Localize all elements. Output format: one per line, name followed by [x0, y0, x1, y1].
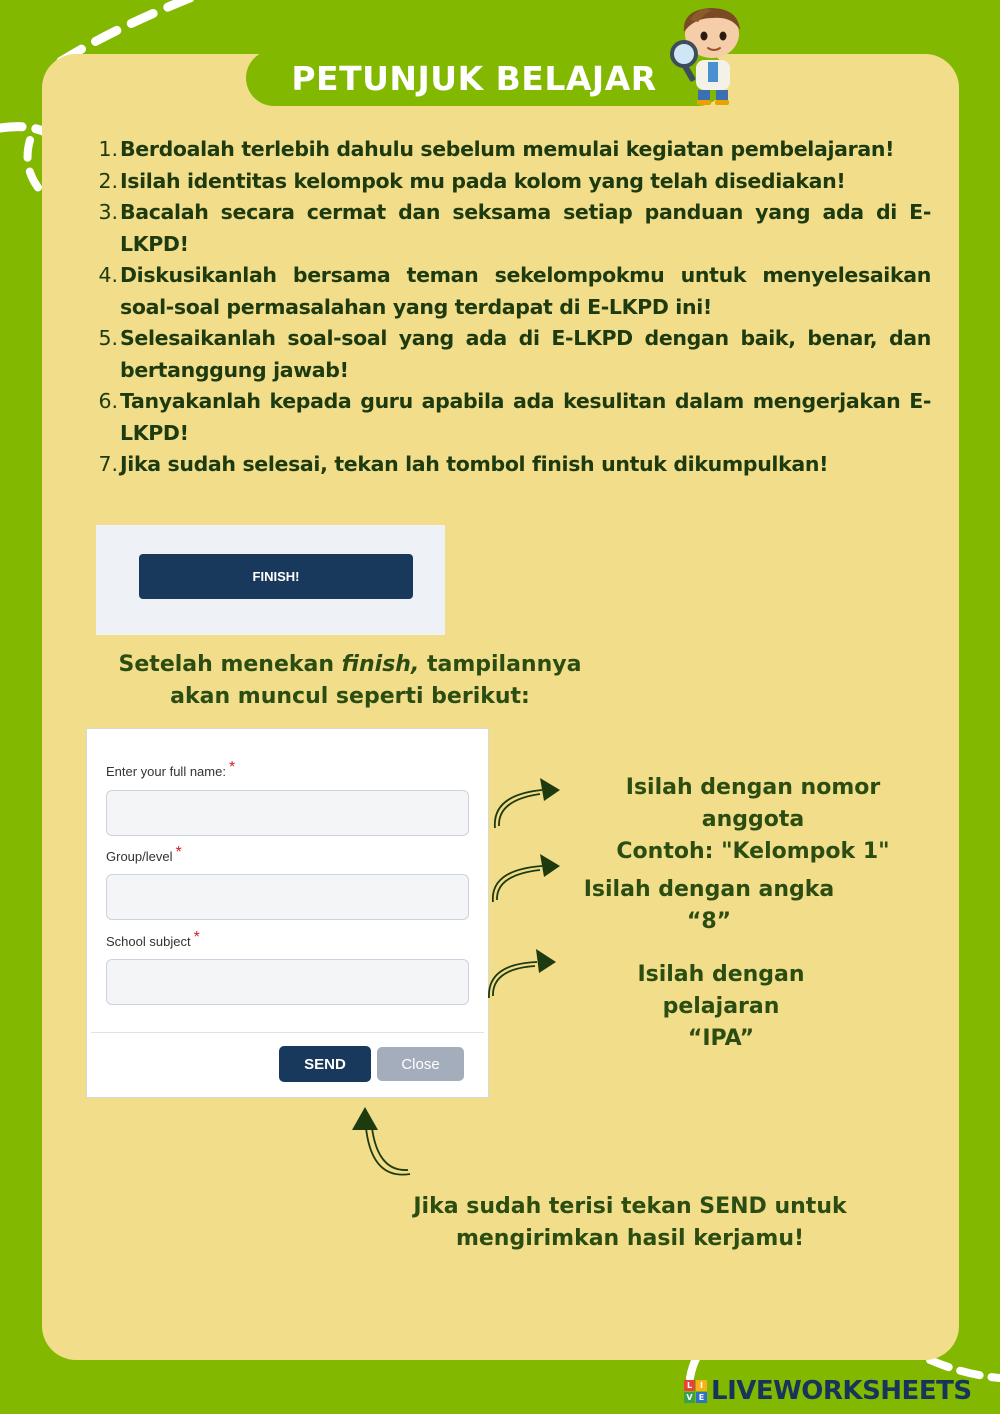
required-mark: * — [175, 844, 182, 861]
arrow-head-send-icon — [352, 1107, 378, 1130]
note-school-subject-line2: “IPA” — [687, 1026, 755, 1051]
instruction-text: Tanyakanlah kepada guru apabila ada kesulitan dalam mengerjakan E-LKPD! — [120, 389, 931, 445]
instruction-number: 7. — [98, 452, 118, 476]
finish-button[interactable]: FINISH! — [139, 554, 413, 599]
required-mark: * — [228, 759, 236, 776]
close-button[interactable]: Close — [377, 1047, 464, 1081]
caption-after: tampilannya akan muncul seperti berikut: — [170, 652, 582, 709]
instruction-number: 2. — [98, 168, 118, 193]
note-group-level — [560, 874, 858, 938]
instruction-text: Berdoalah terlebih dahulu sebelum memulai kegiatan pembelajaran! — [120, 137, 895, 161]
instruction-text: Jika sudah selesai, tekan lah tombol finish untuk dikumpulkan! — [120, 452, 829, 476]
send-button[interactable]: SEND — [279, 1046, 371, 1082]
page-title: PETUNJUK BELAJAR — [291, 58, 657, 98]
instruction-text: Diskusikanlah bersama teman sekelompokmu untuk menyelesaikan soal-soal permasalahan yang terdapat di E-LKPD ini! — [120, 263, 931, 319]
note-school-subject — [580, 959, 862, 1055]
instruction-text: Selesaikanlah soal-soal yang ada di E-LKPD dengan baik, benar, dan bertanggung jawab! — [120, 326, 931, 382]
arrow-to-subject-icon — [489, 962, 537, 998]
instruction-number: 3. — [98, 200, 118, 224]
note-send — [410, 1191, 850, 1255]
brand-name: LIVEWORKSHEETS — [711, 1376, 972, 1406]
arrow-to-send-icon — [366, 1128, 410, 1175]
logo-letter: L — [684, 1380, 695, 1391]
note-send-line2: mengirimkan hasil kerjamu! — [455, 1226, 805, 1251]
instruction-number: 1. — [98, 137, 118, 161]
logo-letter: V — [684, 1392, 695, 1403]
arrow-head-group-icon — [540, 854, 560, 877]
note-send-line1: Jika sudah terisi tekan SEND untuk — [413, 1194, 847, 1219]
note-full-name-line2: Contoh: "Kelompok 1" — [616, 839, 890, 864]
school-subject-label-text: School subject — [106, 934, 191, 949]
instruction-number: 4. — [98, 263, 118, 287]
caption-before: Setelah menekan — [118, 652, 342, 677]
instruction-number: 5. — [98, 326, 118, 350]
note-full-name — [572, 772, 934, 868]
required-mark: * — [193, 929, 200, 946]
note-group-level-line1: Isilah dengan angka “8” — [583, 877, 835, 934]
arrow-head-subject-icon — [536, 949, 556, 973]
instruction-text: Isilah identitas kelompok mu pada kolom yang telah disediakan! — [120, 168, 846, 193]
instruction-text: Bacalah secara cermat dan seksama setiap panduan yang ada di E-LKPD! — [120, 200, 931, 256]
liveworksheets-logo-icon — [684, 1380, 707, 1403]
group-level-label-text: Group/level — [106, 849, 173, 864]
note-school-subject-line1: Isilah dengan pelajaran — [637, 962, 805, 1019]
logo-letter: I — [696, 1380, 707, 1391]
arrow-to-group-icon — [493, 866, 542, 902]
full-name-label-text: Enter your full name: — [106, 764, 226, 779]
instruction-number: 6. — [98, 389, 118, 413]
arrow-head-name-icon — [540, 778, 560, 801]
arrow-to-name-icon — [495, 790, 542, 828]
liveworksheets-brand — [684, 1376, 972, 1406]
caption-emphasis: finish, — [341, 652, 420, 677]
logo-letter: E — [696, 1392, 707, 1403]
note-full-name-line1: Isilah dengan nomor anggota — [625, 775, 881, 832]
